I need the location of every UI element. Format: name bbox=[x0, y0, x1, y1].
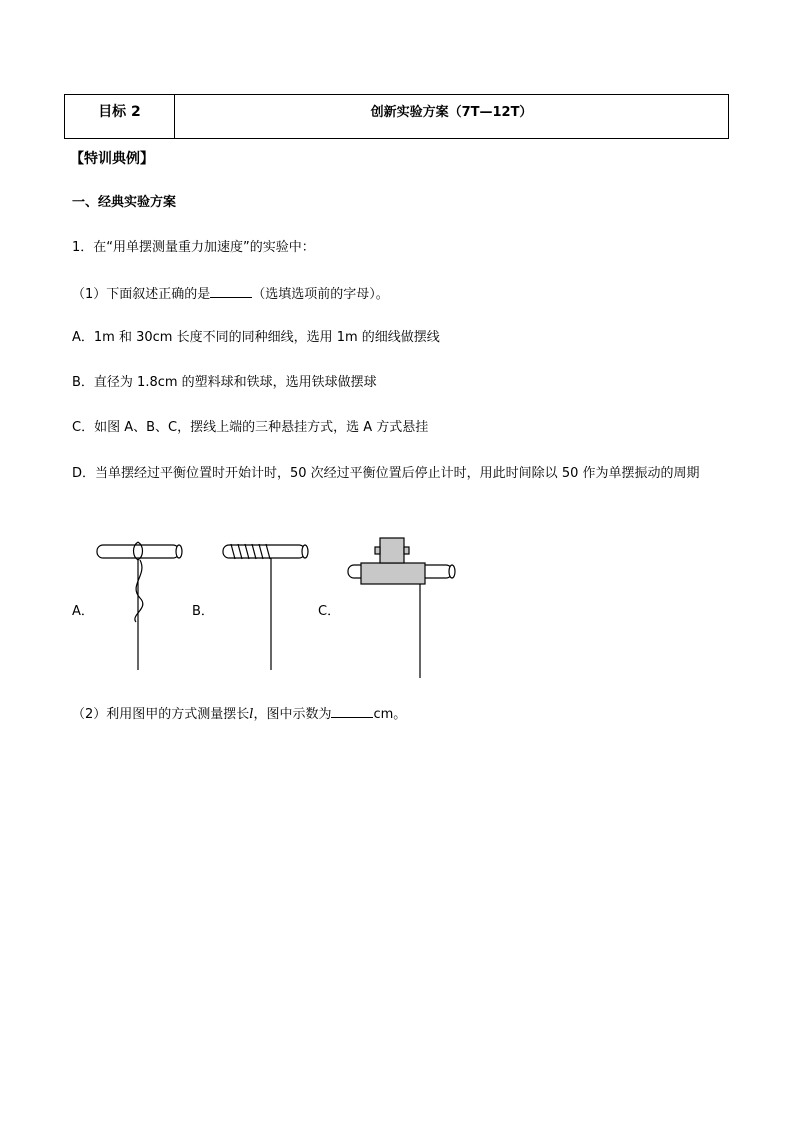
section-title: 【特训典例】 bbox=[70, 151, 154, 167]
figure-label-c: C． bbox=[318, 604, 341, 619]
figure-a-rod-loop bbox=[97, 542, 182, 670]
part2-answer-blank[interactable] bbox=[331, 703, 373, 718]
header-topic-title: 创新实验方案（7T—12T） bbox=[370, 105, 533, 120]
part1-suffix: （选填选项前的字母）。 bbox=[252, 287, 389, 302]
option-c: C．如图 A、B、C，摆线上端的三种悬挂方式，选 A 方式悬挂 bbox=[72, 420, 429, 435]
header-goal-label: 目标 2 bbox=[65, 95, 175, 138]
figure-label-b: B． bbox=[192, 604, 214, 619]
part1-answer-blank[interactable] bbox=[210, 283, 252, 298]
figure-b-rod-wrap bbox=[223, 544, 308, 670]
part2-suffix: cm。 bbox=[373, 707, 407, 722]
part1-prefix: （1）下面叙述正确的是 bbox=[72, 287, 211, 302]
question-intro: 1．在“用单摆测量重力加速度”的实验中： bbox=[72, 240, 315, 255]
figure-c-clamp bbox=[348, 538, 455, 678]
question-part2 bbox=[72, 703, 406, 725]
part2-mid: ，图中示数为 bbox=[253, 707, 332, 722]
header-table bbox=[64, 94, 729, 139]
part2-prefix: （2）利用图甲的方式测量摆长 bbox=[72, 707, 250, 722]
option-b: B．直径为 1.8cm 的塑料球和铁球，选用铁球做摆球 bbox=[72, 375, 377, 390]
part2-variable: l bbox=[249, 707, 254, 722]
option-d: D．当单摆经过平衡位置时开始计时，50 次经过平衡位置后停止计时，用此时间除以 50 作为单摆振动的周期 bbox=[72, 466, 700, 481]
suspension-methods-figure bbox=[90, 530, 460, 680]
subsection-title: 一、经典实验方案 bbox=[72, 195, 177, 210]
question-part1 bbox=[72, 283, 389, 305]
option-a: A．1m 和 30cm 长度不同的同种细线，选用 1m 的细线做摆线 bbox=[72, 330, 440, 345]
figure-label-a: A． bbox=[72, 604, 94, 619]
